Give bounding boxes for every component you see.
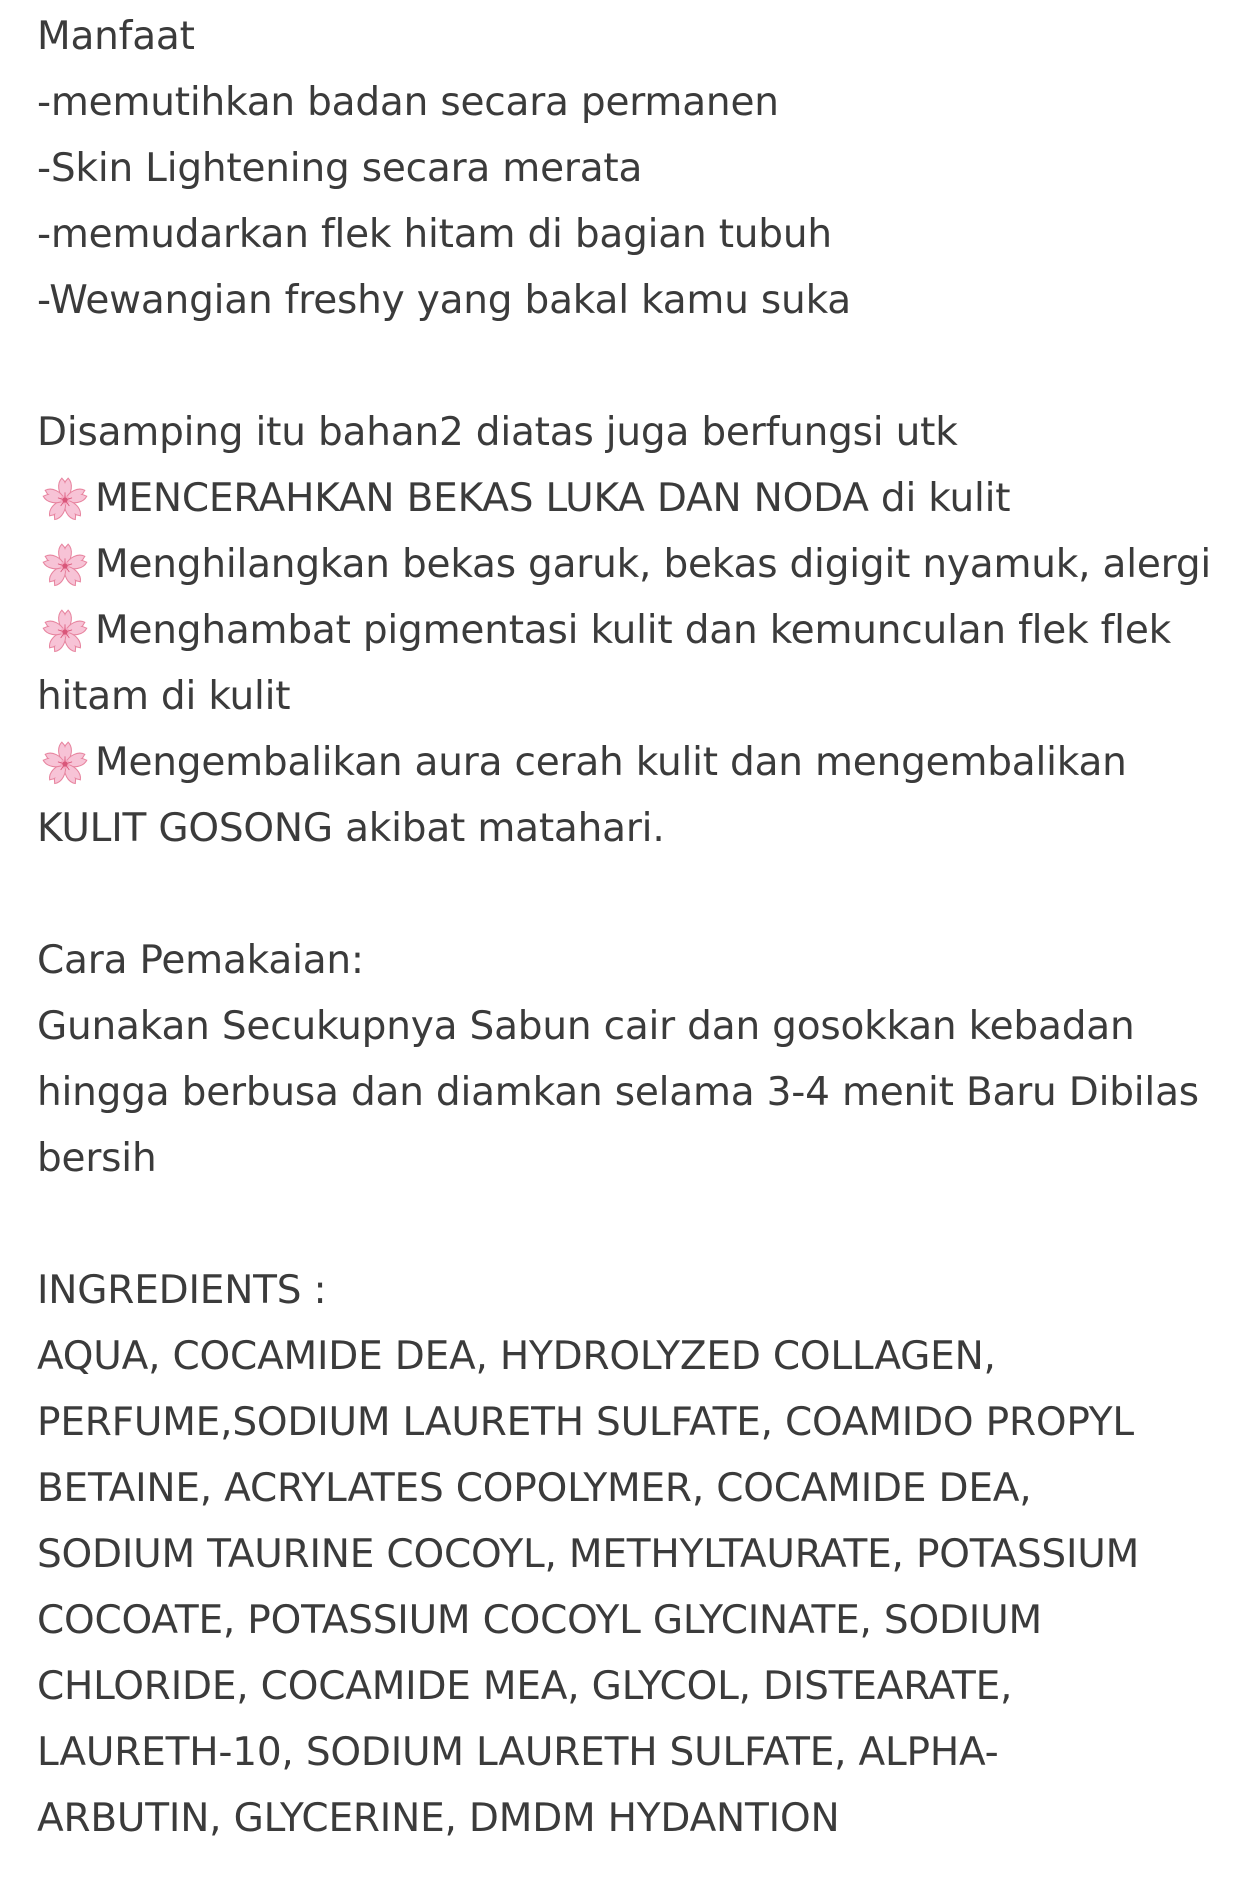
ingredients-title: INGREDIENTS : [37, 1268, 327, 1313]
cherry-blossom-icon [37, 598, 95, 664]
ingredients-line: PERFUME,SODIUM LAURETH SULFATE, COAMIDO PROPYL [37, 1400, 1134, 1445]
fungsi-item-text: MENCERAHKAN BEKAS LUKA DAN NODA di kulit [95, 476, 1011, 521]
section-gap [37, 1192, 1227, 1258]
fungsi-item [37, 598, 1227, 664]
ingredients-line: ARBUTIN, GLYCERINE, DMDM HYDANTION [37, 1796, 840, 1841]
manfaat-item: -Skin Lightening secara merata [37, 146, 643, 191]
cara-line: Gunakan Secukupnya Sabun cair dan gosokkan kebadan [37, 1004, 1135, 1049]
cherry-blossom-icon [37, 466, 95, 532]
fungsi-intro: Disamping itu bahan2 diatas juga berfungsi utk [37, 410, 958, 455]
ingredients-line: BETAINE, ACRYLATES COPOLYMER, COCAMIDE DEA, [37, 1466, 1032, 1511]
cherry-blossom-icon [37, 730, 95, 796]
fungsi-item [37, 730, 1227, 796]
fungsi-item-text: Menghilangkan bekas garuk, bekas digigit nyamuk, alergi [95, 542, 1212, 587]
manfaat-item: -memutihkan badan secara permanen [37, 80, 779, 125]
cara-line: bersih [37, 1136, 157, 1181]
ingredients-line: COCOATE, POTASSIUM COCOYL GLYCINATE, SODIUM [37, 1598, 1042, 1643]
ingredients-line: CHLORIDE, COCAMIDE MEA, GLYCOL, DISTEARATE, [37, 1664, 1013, 1709]
manfaat-item: -Wewangian freshy yang bakal kamu suka [37, 278, 851, 323]
cherry-blossom-icon [37, 532, 95, 598]
product-description [37, 0, 1227, 1852]
cara-line: hingga berbusa dan diamkan selama 3-4 menit Baru Dibilas [37, 1070, 1199, 1115]
section-gap [37, 334, 1227, 400]
fungsi-item-text: Menghambat pigmentasi kulit dan kemunculan flek flek [95, 608, 1172, 653]
ingredients-line: AQUA, COCAMIDE DEA, HYDROLYZED COLLAGEN, [37, 1334, 996, 1379]
fungsi-item [37, 466, 1227, 532]
fungsi-item-text: Mengembalikan aura cerah kulit dan mengembalikan [95, 740, 1127, 785]
ingredients-line: SODIUM TAURINE COCOYL, METHYLTAURATE, POTASSIUM [37, 1532, 1140, 1577]
ingredients-line: LAURETH-10, SODIUM LAURETH SULFATE, ALPHA- [37, 1730, 999, 1775]
manfaat-title: Manfaat [37, 14, 195, 59]
manfaat-item: -memudarkan flek hitam di bagian tubuh [37, 212, 832, 257]
fungsi-item [37, 532, 1227, 598]
fungsi-item-continuation: hitam di kulit [37, 674, 291, 719]
fungsi-item-continuation: KULIT GOSONG akibat matahari. [37, 806, 665, 851]
section-gap [37, 862, 1227, 928]
cara-title: Cara Pemakaian: [37, 938, 364, 983]
